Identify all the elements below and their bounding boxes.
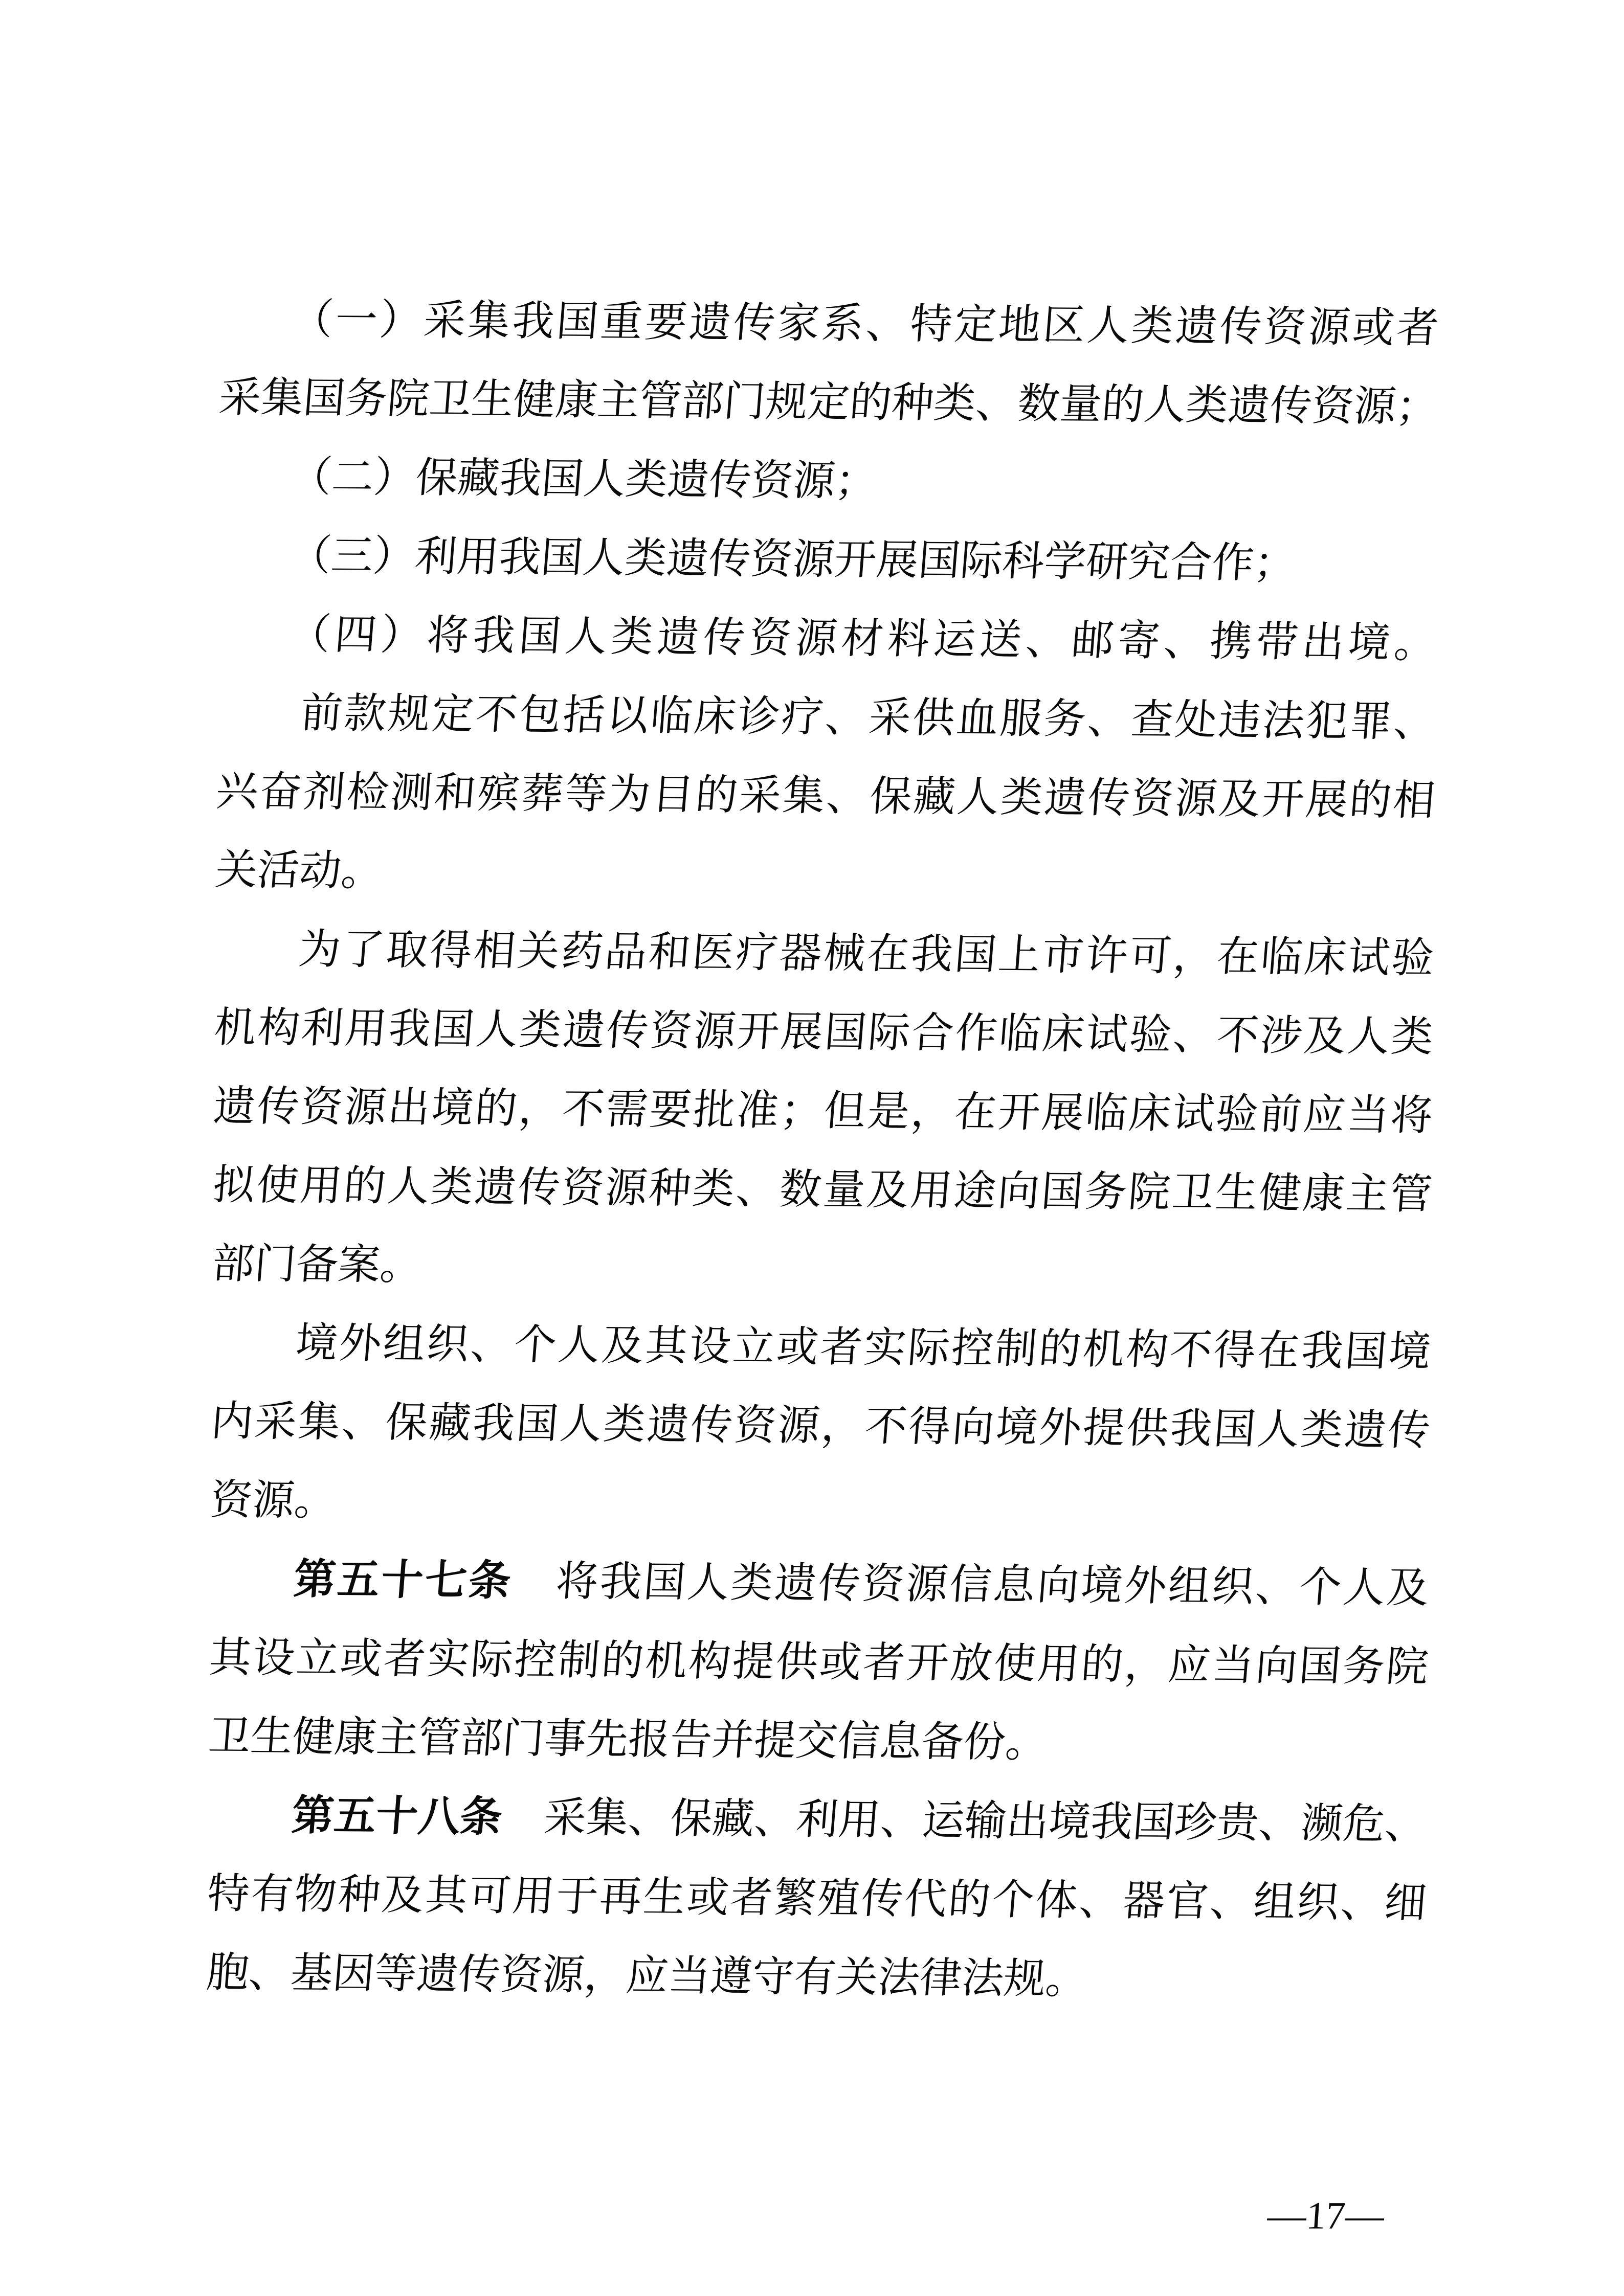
text-line	[214, 595, 1439, 683]
article-57-number: 第五十七条	[292, 1556, 515, 1605]
text-line	[217, 280, 1442, 368]
text-line	[207, 1540, 1432, 1628]
page-number-text: —17—	[1266, 2194, 1386, 2237]
text-line	[212, 910, 1437, 998]
text-line	[205, 1776, 1430, 1864]
line-text: 为了取得相关药品和医疗器械在我国上市许可，在临床试验	[297, 926, 1436, 982]
article-58-number: 第五十八条	[290, 1792, 504, 1841]
line-text: 采集国务院卫生健康主管部门规定的种类、数量的人类遗传资源；	[217, 374, 1440, 431]
text-line	[206, 1618, 1431, 1707]
text-line	[212, 831, 1437, 919]
line-text: 资源。	[209, 1476, 339, 1524]
line-text: 特有物种及其可用于再生或者繁殖传代的个体、器官、组织、细	[206, 1870, 1429, 1927]
text-line	[210, 1146, 1435, 1234]
text-line	[209, 1225, 1434, 1313]
line-text: 卫生健康主管部门事先报告并提交信息备份。	[207, 1713, 1050, 1766]
line-text: 关活动。	[213, 846, 385, 895]
text-line	[208, 1461, 1433, 1549]
line-text: 胞、基因等遗传资源，应当遵守有关法律法规。	[205, 1949, 1089, 2003]
line-text: 机构利用我国人类遗传资源开展国际合作临床试验、不涉及人类	[212, 1004, 1435, 1061]
text-line	[216, 358, 1441, 447]
text-line	[209, 1303, 1434, 1392]
text-line	[204, 1933, 1429, 2022]
line-text: 拟使用的人类遗传资源种类、数量及用途向国务院卫生健康主管	[211, 1161, 1434, 1218]
line-text: 兴奋剂检测和殡葬等为目的采集、保藏人类遗传资源及开展的相	[214, 768, 1437, 824]
text-line	[211, 1067, 1436, 1156]
text-line	[213, 752, 1438, 841]
line-text: 采集、保藏、利用、运输出境我国珍贵、濒危、	[500, 1794, 1429, 1848]
line-text: （一）采集我国重要遗传家系、特定地区人类遗传资源或者	[289, 296, 1441, 352]
text-line	[208, 1382, 1433, 1471]
document-text-block	[207, 280, 1439, 2022]
text-line	[215, 516, 1440, 604]
line-text: 其设立或者实际控制的机构提供或者开放使用的，应当向国务院	[207, 1634, 1430, 1691]
text-line	[205, 1855, 1430, 1943]
line-text: 内采集、保藏我国人类遗传资源，不得向境外提供我国人类遗传	[209, 1398, 1432, 1454]
line-text: （二）保藏我国人类遗传资源；	[288, 453, 879, 505]
line-text: 遗传资源出境的，不需要批准；但是，在开展临床试验前应当将	[212, 1083, 1435, 1139]
line-text: 前款规定不包括以临床诊疗、采供血服务、查处违法犯罪、	[299, 689, 1438, 746]
line-text: 境外组织、个人及其设立或者实际控制的机构不得在我国境	[294, 1319, 1433, 1376]
page-number	[1266, 2190, 1386, 2241]
text-line	[214, 673, 1439, 762]
text-line	[215, 437, 1440, 526]
line-text: 部门备案。	[210, 1240, 424, 1289]
line-text: （三）利用我国人类遗传资源开展国际科学研究合作；	[287, 532, 1298, 587]
line-text: 将我国人类遗传资源信息向境外组织、个人及	[510, 1558, 1431, 1612]
text-line	[206, 1697, 1431, 1786]
line-text: （四）将我国人类遗传资源材料运送、邮寄、携带出境。	[286, 611, 1438, 667]
text-line	[211, 988, 1436, 1077]
